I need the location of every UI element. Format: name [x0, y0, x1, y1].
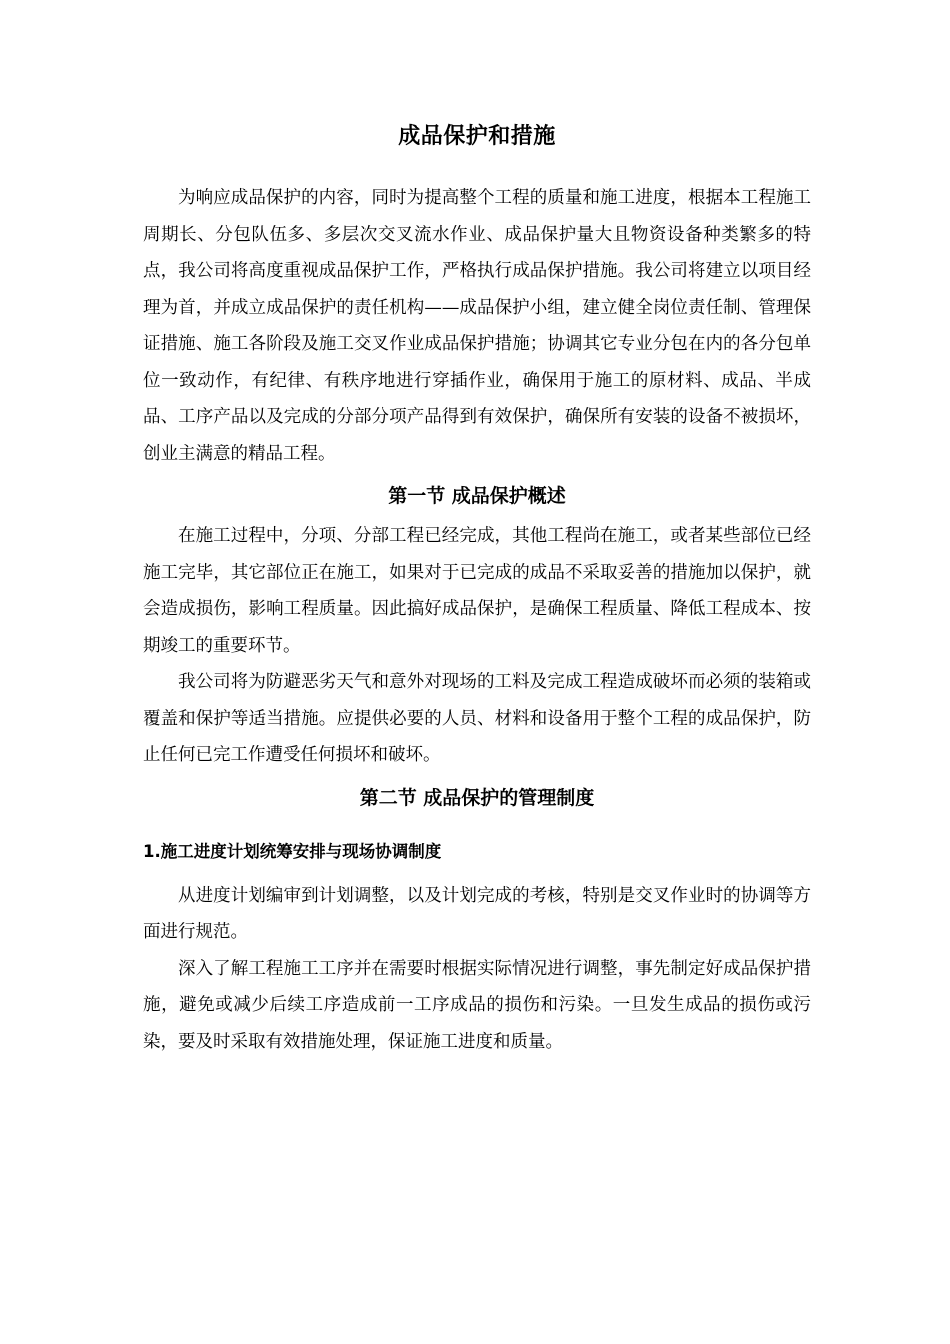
section-2-paragraph-2: 深入了解工程施工工序并在需要时根据实际情况进行调整，事先制定好成品保护措施，避免或减少后续工序造成前一工序成品的损伤和污染。一旦发生成品的损伤或污染，要及时采取有效措施处理，保证施工进度和质量。 [143, 958, 811, 1052]
document-title: 成品保护和措施 [398, 123, 556, 149]
section-2-paragraph-1: 从进度计划编审到计划调整，以及计划完成的考核，特别是交叉作业时的协调等方面进行规范。 [143, 885, 811, 942]
section-2-subheading: 1.施工进度计划统筹安排与现场协调制度 [143, 841, 442, 861]
intro-paragraph: 为响应成品保护的内容，同时为提高整个工程的质量和施工进度，根据本工程施工周期长、分包队伍多、多层次交叉流水作业、成品保护量大且物资设备种类繁多的特点，我公司将高度重视成品保护工作，严格执行成品保护措施。我公司将建立以项目经理为首，并成立成品保护的责任机构——成品保护小组，建立健全岗位责任制、管理保证措施、施工各阶段及施工交叉作业成品保护措施；协调其它专业分包在内的各分包单位一致动作，有纪律、有秩序地进行穿插作业，确保用于施工的原材料、成品、半成品、工序产品以及完成的分部分项产品得到有效保护，确保所有安装的设备不被损坏，创业主满意的精品工程。 [143, 188, 811, 464]
section-1-paragraph-2: 我公司将为防避恶劣天气和意外对现场的工料及完成工程造成破坏而必须的装箱或覆盖和保护等适当措施。应提供必要的人员、材料和设备用于整个工程的成品保护，防止任何已完工作遭受任何损坏和破坏。 [143, 672, 811, 765]
section-2-heading: 第二节 成品保护的管理制度 [359, 786, 595, 809]
section-1-heading: 第一节 成品保护概述 [388, 485, 566, 507]
document-page [143, 118, 811, 1060]
section-1-paragraph-1: 在施工过程中，分项、分部工程已经完成，其他工程尚在施工，或者某些部位已经施工完毕，其它部位正在施工，如果对于已完成的成品不采取妥善的措施加以保护，就会造成损伤，影响工程质量。因此搞好成品保护，是确保工程质量、降低工程成本、按期竣工的重要环节。 [143, 526, 811, 656]
